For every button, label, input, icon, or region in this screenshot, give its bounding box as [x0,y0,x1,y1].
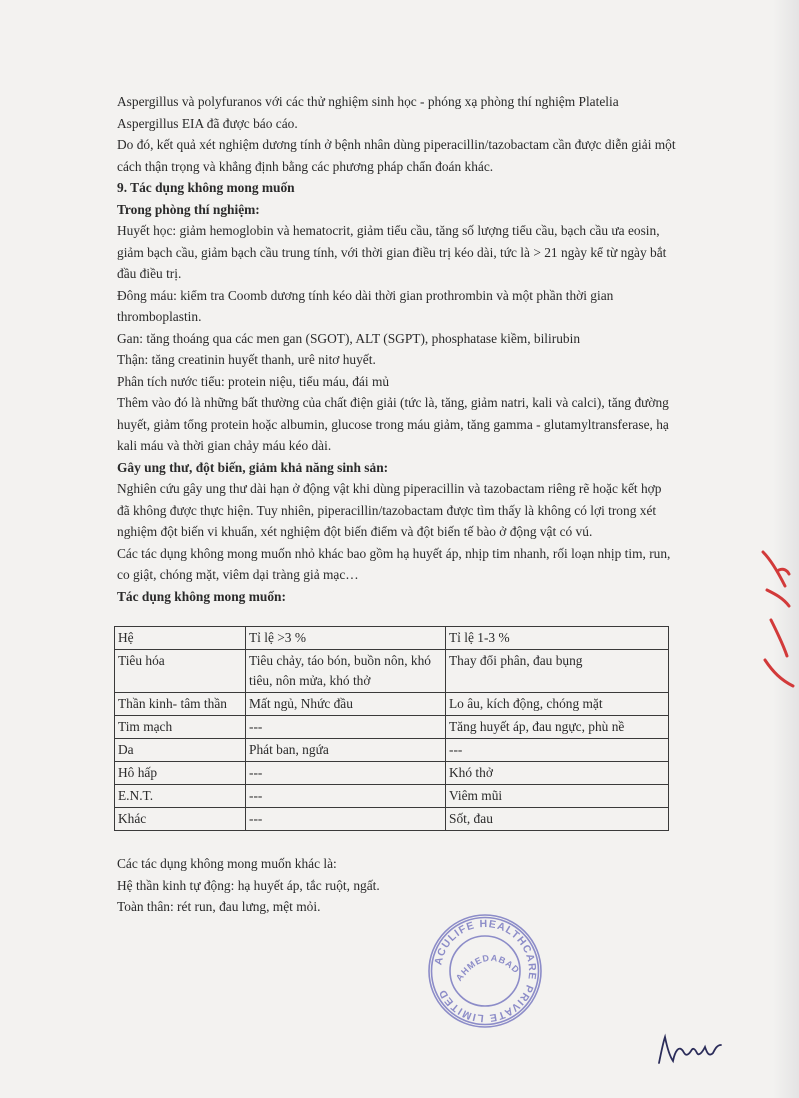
svg-text:AHMEDABAD: AHMEDABAD [453,952,522,983]
side-effects-table [114,626,669,831]
section-heading: 9. Tác dụng không mong muốn [117,180,295,195]
table-cell: Phát ban, ngứa [246,739,446,762]
paragraph: Gan: tăng thoáng qua các men gan (SGOT), ALT (SGPT), phosphatase kiềm, bilirubin [117,330,581,346]
table-cell: Tiêu chảy, táo bón, buồn nôn, khó tiêu, nôn mửa, khó thở [246,650,446,693]
table-row [115,693,669,716]
table-cell: Tim mạch [115,716,246,739]
paragraph: Huyết học: giảm hemoglobin và hematocrit, giảm tiểu cầu, tăng số lượng tiểu cầu, bạch cầu ưa eosin, giảm bạch cầu, giảm bạch cầu trung tính, với thời gian điều trị kéo dài, tức là > 21 ngày kể từ ngày bắt đầu điều trị. [117,223,667,281]
table-cell: Thay đổi phân, đau bụng [446,650,669,693]
closing-notes [117,853,677,918]
handwritten-signature [655,1033,725,1067]
paragraph: Đông máu: kiểm tra Coomb dương tính kéo dài thời gian prothrombin và một phần thời gian thromboplastin. [117,287,614,324]
paragraph: Aspergillus và polyfuranos với các thử nghiệm sinh học - phóng xạ phòng thí nghiệm Platelia Aspergillus EIA đã được báo cáo. [117,94,619,131]
lab-heading: Trong phòng thí nghiệm: [117,201,260,217]
table-cell: --- [446,739,669,762]
header-cell: Tỉ lệ 1-3 % [446,627,669,650]
table-cell: Lo âu, kích động, chóng mặt [446,693,669,716]
table-cell: Tiêu hóa [115,650,246,693]
table-header-row [115,627,669,650]
table-cell: E.N.T. [115,785,246,808]
table-row [115,808,669,831]
table-cell: Viêm mũi [446,785,669,808]
table-cell: Khó thở [446,762,669,785]
red-pen-mark [757,540,799,690]
table-cell: Thần kinh- tâm thần [115,693,246,716]
table-cell: Sốt, đau [446,808,669,831]
table-row [115,762,669,785]
paragraph: Thận: tăng creatinin huyết thanh, urê nitơ huyết. [117,352,376,367]
cancer-heading: Gây ung thư, đột biến, giảm khả năng sinh sản: [117,459,389,475]
table-heading: Tác dụng không mong muốn: [117,588,286,604]
table-cell: --- [246,716,446,739]
table-row [115,716,669,739]
table-row [115,650,669,693]
paragraph: Hệ thần kinh tự động: hạ huyết áp, tắc ruột, ngất. [117,877,380,893]
svg-text:ACULIFE HEALTHCARE PRIVATE LIM: ACULIFE HEALTHCARE PRIVATE LIMITED [432,917,539,1025]
paragraph: Thêm vào đó là những bất thường của chất điện giải (tức là, tăng, giảm natri, kali và calci), tăng đường huyết, giảm tổng protein hoặc albumin, glucose trong máu giảm, tăng gamma - glutamyltransferase, hạ kali máu và thời gian chảy máu kéo dài. [117,395,669,453]
table-cell: --- [246,762,446,785]
table-cell: --- [246,785,446,808]
paragraph: Các tác dụng không mong muốn khác là: [117,856,337,871]
paragraph: Nghiên cứu gây ung thư dài hạn ở động vật khi dùng piperacillin và tazobactam riêng rẽ hoặc kết hợp đã không được thực hiện. Tuy nhiên, piperacillin/tazobactam được tìm thấy là không có lợi trong xét nghiệm đột biến vi khuẩn, xét nghiệm đột biến điểm và đột biến tế bào ở động vật có vú. [117,481,662,539]
table-cell: Khác [115,808,246,831]
paragraph: Toàn thân: rét run, đau lưng, mệt mỏi. [117,899,321,914]
header-cell: Hệ [115,627,246,650]
table-cell: Hô hấp [115,762,246,785]
table-cell: Tăng huyết áp, đau ngực, phù nề [446,716,669,739]
table-row [115,739,669,762]
paragraph: Phân tích nước tiểu: protein niệu, tiểu máu, đái mủ [117,373,390,389]
table-cell: Mất ngủ, Nhức đầu [246,693,446,716]
company-seal-stamp [426,912,544,1030]
table-cell: Da [115,739,246,762]
paragraph: Do đó, kết quả xét nghiệm dương tính ở bệnh nhân dùng piperacillin/tazobactam cần được diễn giải một cách thận trọng và khẳng định bằng các phương pháp chẩn đoán khác. [117,137,676,174]
table-cell: --- [246,808,446,831]
document-body [117,91,677,607]
table-row [115,785,669,808]
header-cell: Tỉ lệ >3 % [246,627,446,650]
paragraph: Các tác dụng không mong muốn nhỏ khác bao gồm hạ huyết áp, nhịp tim nhanh, rối loạn nhịp tim, run, co giật, chóng mặt, viêm dại tràng giả mạc… [117,545,671,582]
